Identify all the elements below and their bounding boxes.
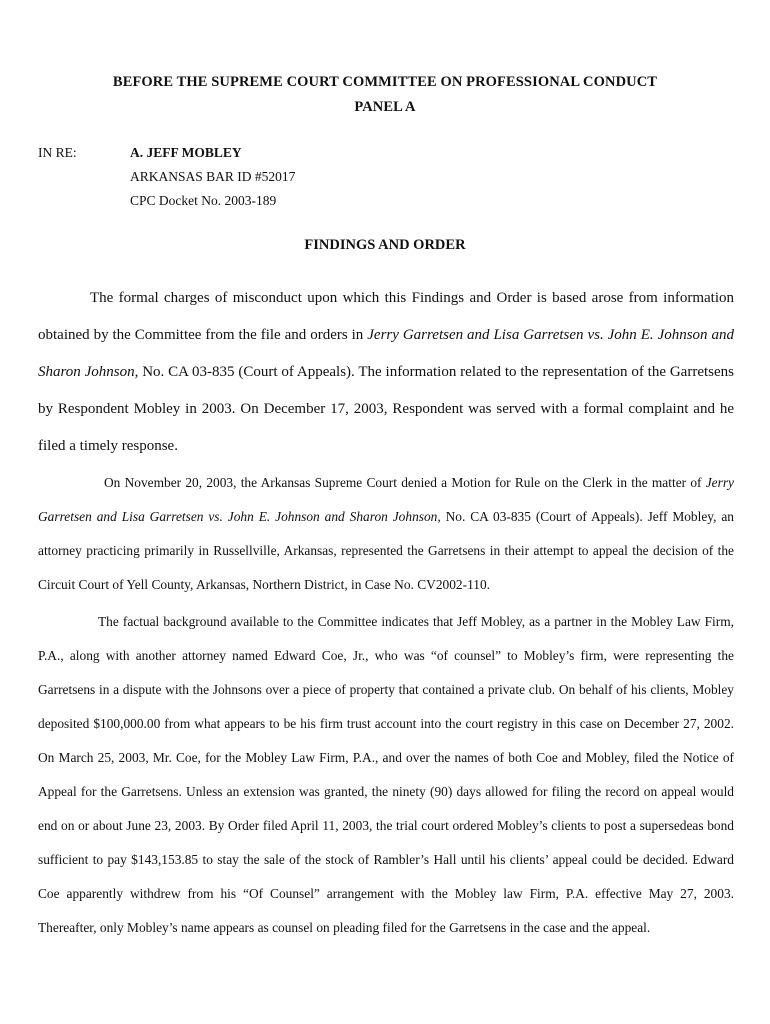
- in-re-label: IN RE:: [38, 145, 77, 160]
- bar-id: ARKANSAS BAR ID #52017: [130, 169, 296, 184]
- case-name: Jerry Garretsen and Lisa Garretsen vs. John E. Johnson and Sharon Johnson,: [38, 475, 734, 524]
- docket-number: CPC Docket No. 2003-189: [130, 193, 277, 208]
- paragraph-text: No. CA 03-835 (Court of Appeals). The information related to the representation of the Garretsens by Respondent Mobley in 2003. On December 17, 2003, Respondent was served with a formal complaint and he filed a timely response.: [38, 364, 734, 454]
- paragraph-text: The formal charges of misconduct upon which this Findings and Order is based arose from information obtained by the Committee from the file and orders in: [38, 290, 734, 343]
- panel-heading: PANEL A: [354, 99, 416, 115]
- respondent-name: A. JEFF MOBLEY: [130, 145, 242, 160]
- paragraph-text: No. CA 03-835 (Court of Appeals). Jeff Mobley, an attorney practicing primarily in Russellville, Arkansas, represented the Garretsens in their attempt to appeal the decision of the Circuit Court of Yell County, Arkansas, Northern District, in Case No. CV2002-110.: [38, 509, 734, 592]
- paragraph-text: On November 20, 2003, the Arkansas Supreme Court denied a Motion for Rule on the Clerk in the matter of: [104, 475, 706, 490]
- paragraph-factual-background: The factual background available to the Committee indicates that Jeff Mobley, as a partner in the Mobley Law Firm, P.A., along with another attorney named Edward Coe, Jr., who was “of counsel” to Mobley’s firm, were representing the Garretsens in a dispute with the Johnsons over a piece of property that contained a private club. On behalf of his clients, Mobley deposited $100,000.00 from what appears to be his firm trust account into the court registry in this case on December 27, 2002. On March 25, 2003, Mr. Coe, for the Mobley Law Firm, P.A., and over the names of both Coe and Mobley, filed the Notice of Appeal for the Garretsens. Unless an extension was granted, the ninety (90) days allowed for filing the record on appeal would end on or about June 23, 2003. By Order filed April 11, 2003, the trial court ordered Mobley’s clients to post a supersedeas bond sufficient to pay $143,153.85 to stay the sale of the stock of Rambler’s Hall until his clients’ appeal could be decided. Edward Coe apparently withdrew from his “Of Counsel” arrangement with the Mobley law Firm, P.A. effective May 27, 2003. Thereafter, only Mobley’s name appears as counsel on pleading filed for the Garretsens in the case and the appeal.: [38, 614, 734, 935]
- paragraph-motion-denied: [38, 466, 734, 602]
- court-heading: BEFORE THE SUPREME COURT COMMITTEE ON PROFESSIONAL CONDUCT: [112, 74, 658, 90]
- case-name: Jerry Garretsen and Lisa Garretsen vs. John E. Johnson and Sharon Johnson,: [38, 327, 734, 380]
- paragraph-formal-charges: [38, 280, 734, 465]
- section-title: FINDINGS AND ORDER: [304, 237, 466, 253]
